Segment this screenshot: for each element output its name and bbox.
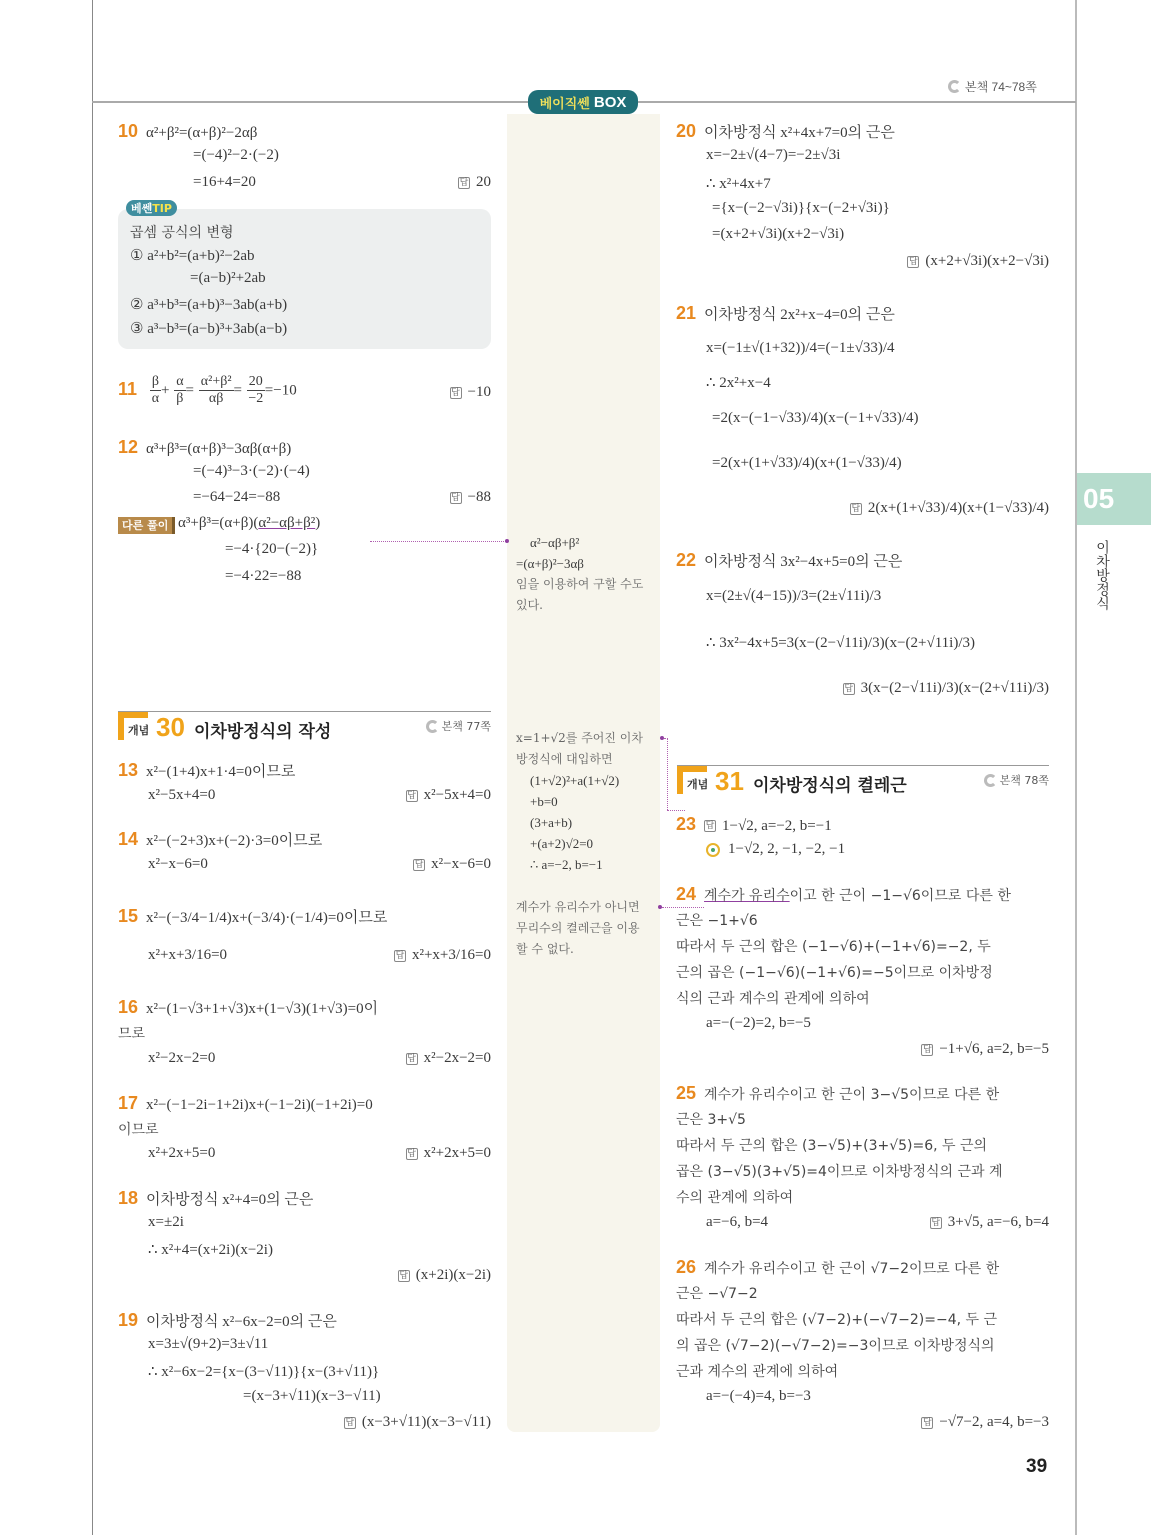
alt-solution-badge: 다른 풀이 [118,517,175,534]
answer-icon: 답 [407,790,416,801]
answer-icon: 답 [705,821,715,831]
answer-icon: 답 [407,1148,416,1159]
answer-icon: 답 [922,1417,932,1428]
connector-line [662,907,704,908]
answer-icon: 답 [395,950,405,961]
section-31-header: 개념 31 이차방정식의 켤레근 본책 78쪽 [677,765,1049,797]
section-30-header: 개념 30 이차방정식의 작성 본책 77쪽 [118,711,491,743]
target-check-icon [706,843,720,857]
chapter-title: 이차방정식 [1094,540,1110,610]
box-note-alt-solution: α²−αβ+β² =(α+β)²−3αβ 임을 이용하여 구할 수도 있다. [516,535,644,612]
answer-icon: 답 [345,1417,355,1428]
connector-line [667,738,668,810]
refresh-icon [426,720,439,733]
answer-icon: 답 [451,492,460,503]
answer-icon: 답 [451,387,460,398]
left-margin-line [92,0,93,1535]
box-note-substitution: x=1+√2를 주어진 이차 방정식에 대입하면 (1+√2)²+a(1+√2) +b=0 (3+a+b) +(a+2)√2=0 ∴ a=−2, b=−1 [516,731,643,872]
refresh-icon [948,80,961,93]
basic-box-badge: 베이직쎈 BOX [528,90,638,114]
answer-icon: 답 [459,177,469,188]
answer-icon: 답 [399,1270,409,1281]
tip-badge: 베쎈TIP [126,200,177,216]
book-reference: 본책 74~78쪽 [948,78,1037,95]
answer-icon: 답 [407,1053,416,1064]
answer-icon: 답 [931,1217,941,1228]
tip-title: 곱셈 공식의 변형 [130,225,234,241]
answer-icon: 답 [851,503,861,514]
answer-icon: 답 [844,683,854,694]
page-number: 39 [1026,1456,1048,1477]
answer-icon: 답 [909,256,918,267]
chapter-tab[interactable]: 05 [1077,473,1151,525]
box-note-rational-coefficient: 계수가 유리수가 아니면 무리수의 켤레근을 이용 할 수 없다. [516,900,640,956]
answer-icon: 답 [414,859,424,870]
connector-dot [505,539,509,543]
refresh-icon [984,774,997,787]
connector-line [370,541,508,542]
answer-icon: 답 [922,1044,932,1055]
right-margin-line [1075,0,1077,1535]
